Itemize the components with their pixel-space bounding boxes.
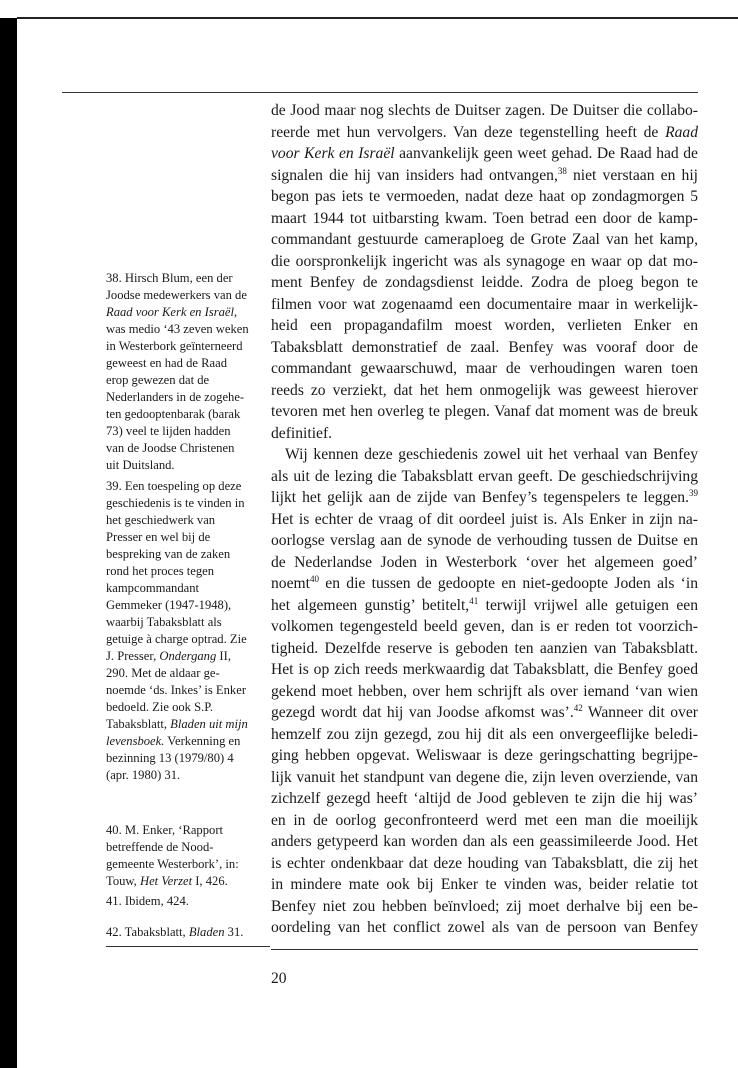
text-line [271,831,698,853]
text-line [271,423,698,445]
text-line [106,529,270,546]
text-segment: zichzelf gezegd heeft ‘altijd de Jood gebleven te zijn die hij was’ [271,790,698,807]
text-line [106,270,270,287]
footnote-reference: 41 [469,595,479,606]
text-segment: heid een propagandafilm moest worden, verlieten Enker en [271,317,698,334]
text-line [106,355,270,372]
italic-text: Het Verzet [139,874,193,888]
text-line [271,294,698,316]
text-segment: als uit de lezing die Tabaksblatt ervan geeft. De geschiedschrijving [271,467,698,485]
text-segment: definitief. [271,424,333,442]
text-line [106,457,270,474]
text-line [106,614,270,631]
text-segment: noemt [271,575,310,592]
text-segment: en in de oorlog geconfronteerd werd met een man die moeilijk [271,811,698,829]
text-segment: geweest en had de Raad [106,356,227,370]
text-line [271,874,698,896]
text-line [271,186,698,208]
text-line [271,724,698,746]
text-segment: het algemeen gunstig’ betitelt, [271,596,470,614]
text-segment: ging hebben opgevat. Weliswaar is deze geringschatting begrijpe- [271,747,698,764]
text-segment: tevoren met hen overleg te plegen. Vanaf dat moment was de breuk [271,403,698,420]
text-line [271,315,698,337]
text-line [106,716,270,733]
text-line [271,509,698,531]
text-segment: Nederlanders in de zogehe- [106,390,245,404]
text-line [106,893,270,910]
text-segment: volkomen tegengesteld beeld geven, dan is er reden tot voorzich- [271,618,698,635]
text-line [106,321,270,338]
text-segment: Touw, [106,874,140,888]
text-line [271,745,698,767]
text-line [271,573,698,595]
text-segment: oordeling van het conflict zowel als van de persoon van Benfey [271,919,698,936]
text-segment: Presser en wel bij de [106,530,211,544]
text-segment: lijk vanuit het standpunt van degene die, zijn leven overziende, van [271,768,698,786]
footnotes-bottom-rule [106,946,270,947]
text-segment: commandant gestuurde cameraploeg de Grote Zaal van het kamp, [271,231,698,248]
page-number: 20 [271,970,287,987]
italic-text: Bladen [188,925,225,939]
text-line [106,924,270,941]
text-line [271,595,698,617]
text-segment: en die tussen de gedoopte en niet-gedoopte Joden als ‘in [318,575,698,592]
text-segment: geschiedenis is te vinden in [106,496,245,510]
text-segment: 38. Hirsch Blum, een der [106,271,233,285]
text-line [271,444,698,466]
text-line [106,699,270,716]
text-segment: filmen voor wat zogenaamd een documentaire maar in werkelijk- [271,295,698,313]
text-segment: betreffende de Nood- [106,840,214,854]
text-segment: J. Presser, [106,649,160,663]
text-segment: begon pas iets te vermoeden, nadat deze haat op zondagmorgen 5 [271,188,698,205]
text-segment: , [234,305,238,319]
text-segment: noemde ‘ds. Inkes’ is Enker [106,683,247,697]
text-line [271,251,698,273]
text-segment: de Nederlandse Joden in Westerbork ‘over het algemeen goed’ [271,553,698,571]
text-segment: bespreking van de zaken [106,547,231,561]
text-line [271,380,698,402]
text-segment: II, [216,649,231,663]
text-line [271,810,698,832]
text-line [106,287,270,304]
italic-text: Raad voor Kerk en Israël [106,305,235,319]
text-line [106,338,270,355]
text-line [106,372,270,389]
text-segment: tigheid. Dezelfde reserve is geboden ten aanzien van Tabaksblatt. [271,639,698,657]
text-line [106,873,270,890]
text-line [271,358,698,380]
text-segment: erop gewezen dat de [106,373,210,387]
main-text-column [271,100,698,939]
text-line [271,401,698,423]
text-segment: terwijl vrijwel alle getuigen een [478,596,698,614]
text-line [271,122,698,144]
text-line [106,546,270,563]
text-line [106,682,270,699]
footnote-reference: 39 [689,488,698,498]
text-line [106,648,270,665]
text-line [271,659,698,681]
text-segment: gekend moet hebben, over hem schrijft als over iemand ‘van wien [271,682,698,700]
text-segment: Benfey niet zou hebben beïnvloed; zij moet derhalve bij een be- [271,897,698,915]
text-segment: 31. [224,925,244,939]
text-segment: 42. Tabaksblatt, [106,925,189,939]
text-segment: het geschiedwerk van [106,513,216,527]
text-segment: rond het proces tegen [106,564,215,578]
text-segment: ment Benfey de zondagsdienst leidde. Zodra de ploeg begon te [271,274,698,291]
footnote-38 [106,270,270,474]
text-line [271,681,698,703]
text-line [106,856,270,873]
text-line [271,272,698,294]
text-line [106,495,270,512]
text-segment: niet verstaan en hij [566,166,699,184]
text-segment: van de Joodse Christenen [106,441,235,455]
text-line [106,478,270,495]
text-segment: Verkenning en [164,734,241,748]
scan-edge-top [17,17,738,19]
text-segment: Wanneer dit over [582,704,698,721]
text-segment: in Westerbork geïnterneerd [106,339,243,353]
italic-text: Ondergang [159,649,217,663]
text-line [271,853,698,875]
text-line [271,616,698,638]
text-segment: uit Duitsland. [106,458,175,472]
text-line [271,337,698,359]
italic-text: Raad [665,123,698,141]
text-line [106,580,270,597]
text-segment: is echter ondenkbaar dat deze houding van Tabaksblatt, die zij het [271,854,698,872]
text-line [271,917,698,939]
text-segment: 290. Met de aldaar ge- [106,666,220,680]
italic-text: levensboek. [106,734,165,748]
text-line [271,208,698,230]
footnote-reference: 42 [573,703,583,713]
text-line [106,597,270,614]
footnote-40 [106,822,270,890]
text-segment: 40. M. Enker, ‘Rapport [106,823,224,837]
text-segment: de Jood maar nog slechts de Duitser zagen. De Duitser die collabo- [271,102,698,119]
text-segment: gezegd wordt dat hij van Joodse afkomst was’. [271,704,574,721]
text-segment: Tabaksblatt, [106,717,171,731]
text-line [271,487,698,509]
text-line [106,304,270,321]
text-segment: Het is op zich reeds merkwaardig dat Tabaksblatt, die Benfey goed [271,661,698,678]
text-line [106,733,270,750]
text-segment: I, 426. [192,874,228,888]
text-line [106,389,270,406]
italic-text: Bladen uit mijn [170,717,248,731]
text-line [271,638,698,660]
footnote-39 [106,478,270,784]
text-segment: signalen die hij van insiders had ontvangen, [271,166,558,184]
main-bottom-rule [271,949,698,950]
footnote-41 [106,893,270,910]
text-segment: die oorspronkelijk ingericht was als synagoge en waar op dat mo- [271,252,698,270]
text-segment: reerde met hun vervolgers. Van deze tegenstelling heeft de [271,123,666,141]
text-segment: Joodse medewerkers van de [106,288,247,302]
text-segment: kampcommandant [106,581,200,595]
text-segment: waarbij Tabaksblatt als [106,615,222,629]
text-segment: 39. Een toespeling op deze [106,479,242,493]
text-line [106,406,270,423]
footnote-reference: 38 [557,165,567,176]
text-segment: ten gedooptenbarak (barak [106,407,241,421]
text-segment: lijkt het gelijk aan de zijde van Benfey’s tegenspelers te leggen. [271,489,689,506]
text-line [271,229,698,251]
text-segment: 73) veel te lijden hadden [106,424,231,438]
footnote-reference: 40 [309,574,319,584]
text-segment: gemeente Westerbork’, in: [106,857,239,871]
text-segment: hemzelf zou zijn gezegd, zou hij dit als een onvergeeflijke beledi- [271,725,698,743]
text-line [271,552,698,574]
text-line [106,839,270,856]
text-segment: bedoeld. Zie ook S.P. [106,700,214,714]
text-line [271,896,698,918]
text-segment: Tabaksblatt demonstratief de zaal. Benfey was vooraf door de [271,338,698,356]
text-line [106,563,270,580]
text-line [106,665,270,682]
text-segment: Wij kennen deze geschiedenis zowel uit het verhaal van Benfey [285,446,698,463]
text-line [271,143,698,165]
text-line [271,165,698,187]
text-line [106,440,270,457]
text-line [106,750,270,767]
scan-edge-left [0,18,17,1068]
text-segment: getuige à charge optrad. Zie [106,632,247,646]
text-line [106,767,270,784]
text-line [106,631,270,648]
text-line [106,822,270,839]
text-segment: commandant gewaarschuwd, maar de verhoudingen waren toen [271,360,698,377]
text-line [271,466,698,488]
text-segment: was medio ‘43 zeven weken [106,322,249,336]
text-segment: reeds zo verziekt, dat het hem onmogelijk was geweest hierover [271,381,698,399]
text-line [271,788,698,810]
text-segment: in mindere mate ook bij Enker te vinden was, beider relatie tot [271,876,698,893]
text-segment: (apr. 1980) 31. [106,768,181,782]
italic-text: voor Kerk en Israël [271,145,395,162]
text-line [271,767,698,789]
text-segment: aanvankelijk geen weet gehad. De Raad had de [394,145,698,162]
text-line [106,423,270,440]
text-line [106,512,270,529]
text-line [271,702,698,724]
text-segment: Het is echter de vraag of dit oordeel juist is. Als Enker in zijn na- [271,510,698,528]
text-segment: anders getypeerd kan worden dan als een geassimileerde Jood. Het [271,833,698,850]
text-segment: bezinning 13 (1979/80) 4 [106,751,234,765]
header-rule [62,92,698,93]
text-segment: 41. Ibidem, 424. [106,894,189,908]
text-segment: oorlogse verslag aan de synode de verhouding tussen de Duitse en [271,532,698,549]
text-line [271,530,698,552]
text-line [271,100,698,122]
text-segment: Gemmeker (1947-1948), [106,598,232,612]
text-segment: maart 1944 tot uitbarsting kwam. Toen betrad een door de kamp- [271,209,698,227]
footnote-42 [106,924,270,941]
